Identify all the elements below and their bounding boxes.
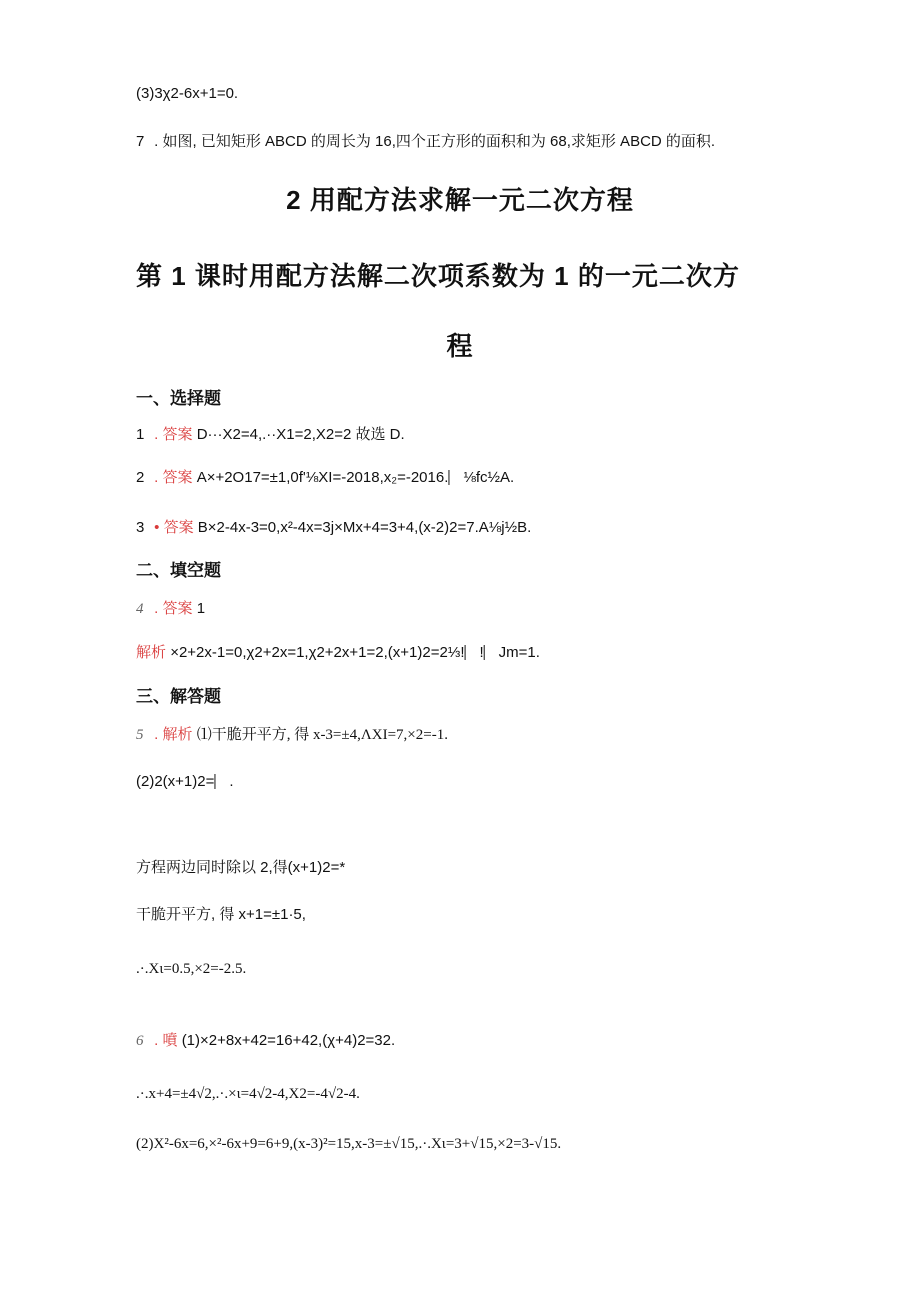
solution-6-line2: .·.x+4=±4√2,.·.×ι=4√2-4,X2=-4√2-4. bbox=[136, 1086, 360, 1102]
answer-2 bbox=[136, 468, 514, 488]
analysis-tag: 解析 bbox=[136, 644, 167, 661]
problem-text: . 如图, 已知矩形 ABCD 的周长为 16,四个正方形的面积和为 68,求矩形 ABCD 的面积. bbox=[154, 133, 716, 150]
lesson-title-line1: 第 1 课时用配方法解二次项系数为 1 的一元二次方 bbox=[136, 261, 740, 291]
answer-tag: . 答案 bbox=[154, 600, 193, 617]
solution-text: (1)×2+8x+42=16+42,(χ+4)2=32. bbox=[181, 1032, 396, 1049]
solution-5-line4: 干脆开平方, 得 x+1=±1·5, bbox=[136, 906, 306, 923]
lesson-title-line2: 程 bbox=[446, 331, 474, 361]
answer-text: 1 bbox=[196, 600, 206, 617]
problem-number: 7 bbox=[136, 133, 145, 150]
answer-number: 3 bbox=[136, 519, 145, 536]
section-heading-solve: 三、解答题 bbox=[136, 687, 221, 706]
analysis-text: ×2+2x-1=0,χ2+2x=1,χ2+2x+1=2,(x+1)2=2⅓!⎸!⎸Jm=1. bbox=[170, 644, 540, 661]
answer-number: 1 bbox=[136, 426, 145, 443]
solution-6-line3: (2)X²-6x=6,×²-6x+9=6+9,(x-3)²=15,x-3=±√15,.·.Xι=3+√15,×2=3-√15. bbox=[136, 1136, 562, 1152]
answer-text: B×2-4x-3=0,x²-4x=3j×Mx+4=3+4,(x-2)2=7.A⅛j½B. bbox=[197, 519, 532, 536]
solution-number: 5 bbox=[136, 727, 144, 743]
answer-tag: . 答案 bbox=[154, 469, 193, 486]
solution-number: 6 bbox=[136, 1033, 144, 1049]
answer-text: A×+2O17=±1,0f'⅛XI=-2018,x₂=-2016.⎸⅛fc½A. bbox=[196, 469, 515, 486]
answer-tag: • 答案 bbox=[154, 519, 194, 536]
problem-7 bbox=[136, 132, 715, 152]
chapter-title: 2 用配方法求解一元二次方程 bbox=[286, 185, 634, 215]
solution-tag: . 噴 bbox=[154, 1032, 178, 1049]
solution-tag: . 解析 bbox=[154, 726, 193, 743]
solution-5-line5: .·.Xι=0.5,×2=-2.5. bbox=[136, 961, 247, 977]
solution-5-line1 bbox=[136, 725, 448, 745]
answer-tag: . 答案 bbox=[154, 426, 193, 443]
answer-1 bbox=[136, 425, 405, 445]
solution-5-line2: (2)2(x+1)2=⎸. bbox=[136, 773, 234, 790]
answer-number: 4 bbox=[136, 601, 144, 617]
solution-6-line1 bbox=[136, 1031, 395, 1051]
answer-4 bbox=[136, 599, 205, 619]
analysis-4 bbox=[136, 643, 540, 663]
section-heading-fill: 二、填空题 bbox=[136, 561, 221, 580]
solution-5-line3: 方程两边同时除以 2,得(x+1)2=* bbox=[136, 859, 346, 876]
solution-text: ⑴干脆开平方, 得 x-3=±4,ΛXI=7,×2=-1. bbox=[196, 727, 448, 743]
section-heading-choice: 一、选择题 bbox=[136, 389, 221, 408]
answer-3 bbox=[136, 518, 531, 538]
answer-number: 2 bbox=[136, 469, 145, 486]
answer-text: D···X2=4,.··X1=2,X2=2 故选 D. bbox=[196, 426, 405, 443]
problem-3-part3: (3)3χ2-6x+1=0. bbox=[136, 85, 239, 102]
